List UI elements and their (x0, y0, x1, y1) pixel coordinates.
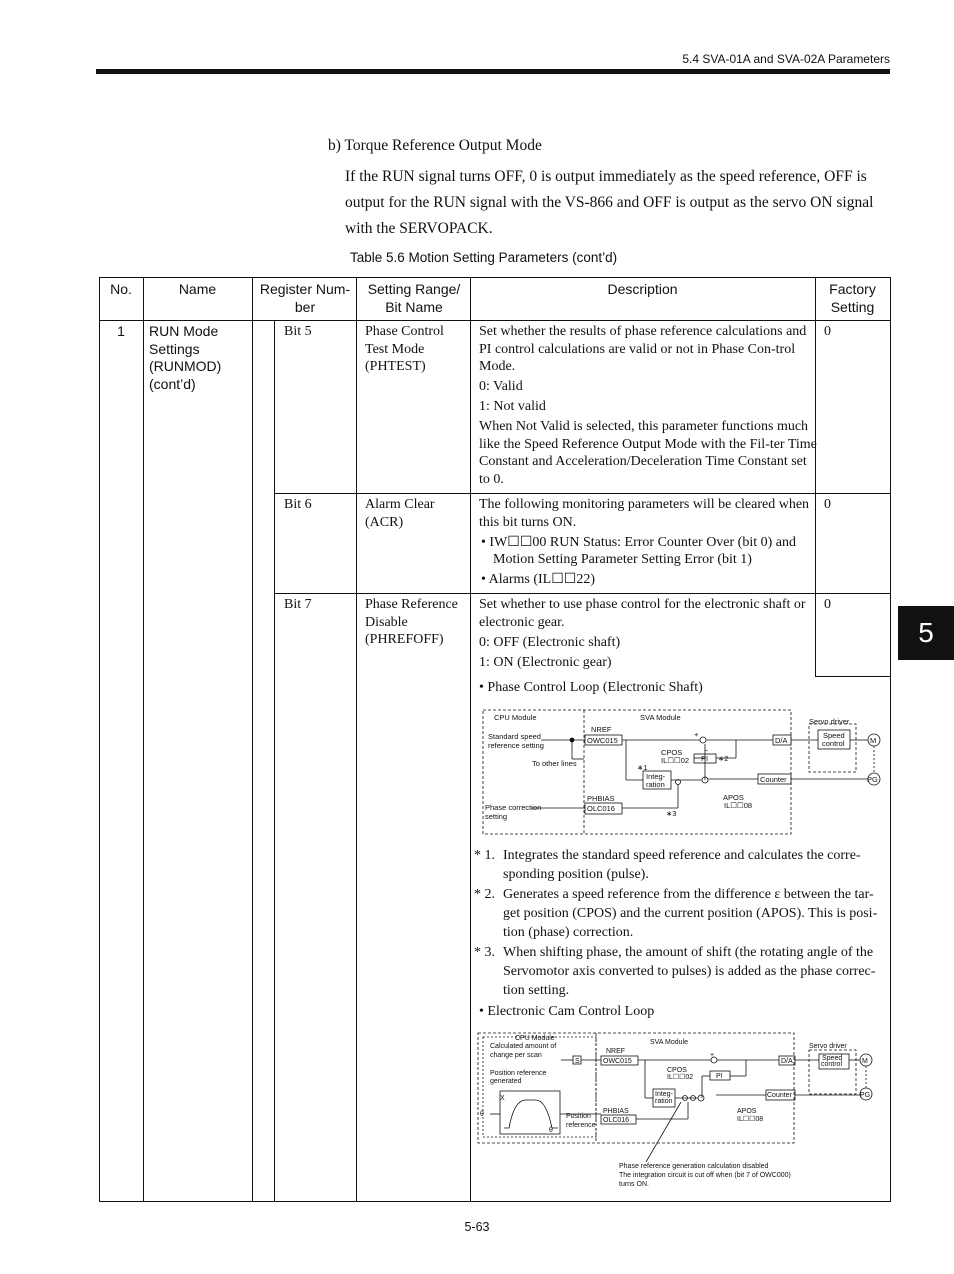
d2-il08: IL☐☐08 (737, 1116, 764, 1123)
row-rule-bit6 (274, 493, 891, 494)
footnote-2 (474, 885, 890, 942)
d2-note1: Phase reference generation calculation disabled (619, 1163, 769, 1170)
table-top-rule (99, 277, 891, 278)
header-no: No. (110, 281, 132, 297)
header-name: Name (178, 281, 217, 297)
desc-text: 1: Not valid (479, 399, 546, 414)
d2-da: D/A (781, 1058, 793, 1065)
footnote-label: * 1. (474, 848, 495, 863)
footnote-text: Integrates the standard speed reference and calculates the corre-sponding position (pulse). (503, 848, 861, 882)
d1-cpos: CPOS (661, 748, 683, 757)
d1-control: control (822, 739, 845, 748)
d2-counter: Counter (767, 1092, 792, 1099)
bit5-label: Bit 5 (284, 324, 312, 339)
d2-il02: IL☐☐02 (667, 1074, 694, 1081)
d2-calc2: change per scan (490, 1052, 542, 1059)
d1-note2: ∗2 (718, 754, 729, 763)
table-header-rule (99, 320, 891, 321)
d2-calc1: Calculated amount of (490, 1043, 557, 1050)
d2-phbias: PHBIAS (603, 1108, 629, 1115)
d1-setting: setting (485, 812, 508, 821)
d1-olc16: OLC016 (587, 804, 615, 813)
d1-phase-corr: Phase correction (485, 803, 542, 812)
header-factory: Factory Setting (829, 281, 876, 315)
d1-pi: PI (701, 754, 709, 763)
footnote-text: Generates a speed reference from the difference ε between the tar-get position (CPOS) and the current position (APOS). This is posi-tion (phase) correction. (503, 887, 878, 940)
d1-il08: IL☐☐08 (724, 801, 753, 810)
d2-cpu-module: CPU Module (515, 1035, 555, 1042)
d1-apos: APOS (723, 793, 744, 802)
bit6-label: Bit 6 (284, 497, 312, 512)
col-rule (890, 277, 891, 1202)
d2-note3: turns ON. (619, 1181, 649, 1188)
d1-nref: NREF (591, 725, 612, 734)
running-header: 5.4 SVA-01A and SVA-02A Parameters (682, 52, 890, 66)
d1-servo-driver: Servo driver (809, 717, 850, 726)
desc-text: Set whether to use phase control for the electronic shaft or electronic gear. (479, 597, 806, 630)
intro-paragraph: If the RUN signal turns OFF, 0 is output immediately as the speed reference, OFF is output for the RUN signal with the VS-866 and OFF is output as the servo ON signal with the SERVOPACK. (345, 168, 874, 237)
d1-std-speed: Standard speed (488, 732, 541, 741)
d2-control: control (821, 1061, 843, 1068)
col-rule (143, 277, 144, 1202)
bit7-setting: Phase Reference Disable (PHREFOFF) (365, 597, 458, 647)
bit6-setting: Alarm Clear (ACR) (365, 497, 435, 530)
d1-minus: − (704, 746, 709, 755)
col-rule (252, 320, 253, 1202)
desc-text: 0: OFF (Electronic shaft) (479, 634, 621, 650)
desc-bullet: • Alarms (IL☐☐22) (481, 572, 595, 587)
desc-text: Set whether the results of phase reference calculations and PI control calculations are valid or not in Phase Con-trol Mode. (479, 324, 807, 374)
bit6-factory: 0 (824, 497, 831, 512)
diagram1-heading: • Phase Control Loop (Electronic Shaft) (479, 680, 703, 695)
col-rule (470, 277, 471, 1202)
table-caption: Table 5.6 Motion Setting Parameters (cont’d) (350, 250, 618, 265)
d2-nref: NREF (606, 1048, 626, 1055)
d2-apos: APOS (737, 1108, 757, 1115)
d2-theta-axis: θ (549, 1127, 553, 1134)
electronic-cam-loop-diagram (476, 1030, 890, 1192)
col-rule (356, 277, 357, 1202)
bit5-factory: 0 (824, 324, 831, 339)
d1-to-other: To other lines (532, 759, 577, 768)
bit6-description (479, 496, 817, 591)
d1-speed: Speed (823, 731, 845, 740)
d2-pi: PI (716, 1073, 723, 1080)
footnote-text: When shifting phase, the amount of shift (the rotating angle of the Servomotor axis converted to pulses) is added as the phase correc-tion setting. (503, 945, 876, 998)
bit5-description (479, 323, 817, 491)
desc-text: 1: ON (Electronic gear) (479, 654, 612, 670)
d2-s: S (575, 1058, 580, 1065)
factory-cell-bottom (815, 676, 891, 677)
header-setting: Setting Range/ Bit Name (367, 281, 461, 315)
bit7-description (479, 596, 817, 674)
d2-posref2: generated (490, 1078, 522, 1085)
header-register: Register Num-ber (259, 281, 351, 315)
d1-ref-setting: reference setting (488, 741, 544, 750)
d2-pg: PG (860, 1092, 871, 1099)
d2-note2: The integration circuit is cut off when (bit 7 of OWC000) (619, 1172, 791, 1179)
bit5-setting: Phase Control Test Mode (PHTEST) (365, 324, 444, 374)
bit7-factory: 0 (824, 597, 831, 612)
d2-posref1: Position reference (490, 1070, 547, 1077)
chapter-tab: 5 (898, 606, 954, 660)
d1-cpu-module: CPU Module (494, 713, 537, 722)
desc-text: 0: Valid (479, 379, 523, 394)
d1-integ: Integ- (646, 772, 666, 781)
d1-ration: ration (646, 780, 665, 789)
header-rule (96, 69, 890, 74)
row-number: 1 (117, 323, 125, 339)
footnote-label: * 2. (474, 887, 495, 902)
d2-position: Position (566, 1113, 591, 1120)
page-number: 5-63 (464, 1220, 490, 1234)
phase-control-loop-diagram (476, 704, 890, 840)
d1-il02: IL☐☐02 (661, 756, 690, 765)
d2-x: X (500, 1095, 505, 1102)
d1-phbias: PHBIAS (587, 794, 615, 803)
d2-integ: Integ- (655, 1091, 673, 1098)
table-bottom-rule (99, 1201, 891, 1202)
diagram2-heading: • Electronic Cam Control Loop (479, 1004, 655, 1019)
d2-olc16: OLC016 (603, 1117, 630, 1124)
footnote-3 (474, 943, 890, 1000)
desc-bullet: • IW☐☐00 RUN Status: Error Counter Over (bit 0) and Motion Setting Parameter Setting Error (bit 1) (481, 534, 796, 567)
d2-sva-module: SVA Module (650, 1039, 689, 1046)
d1-da: D/A (775, 736, 788, 745)
footnote-1 (474, 846, 890, 884)
d1-owc15: OWC015 (587, 736, 618, 745)
d1-sva-module: SVA Module (640, 713, 681, 722)
d1-pg: PG (867, 775, 878, 784)
section-title: b) Torque Reference Output Mode (328, 137, 542, 154)
d1-m: M (870, 736, 877, 745)
d2-speed: Speed (822, 1055, 843, 1062)
d2-theta-in: θ (480, 1111, 484, 1118)
d1-plus: + (694, 730, 699, 739)
header-description: Description (607, 281, 678, 297)
d2-reference: reference (566, 1122, 596, 1129)
footnote-label: * 3. (474, 945, 495, 960)
desc-text: When Not Valid is selected, this parameter functions much like the Speed Reference Output Mode with the Fil-ter Time Constant and Acceleration/Deceleration Time Constant set to 0. (479, 419, 817, 487)
row-name: RUN Mode Settings (RUNMOD) (cont’d) (149, 323, 222, 392)
d2-owc15: OWC015 (603, 1058, 632, 1065)
bit7-label: Bit 7 (284, 597, 312, 612)
d1-note1: ∗1 (637, 763, 648, 772)
d2-plus: + (710, 1052, 715, 1059)
d1-counter: Counter (760, 775, 787, 784)
d2-ration: ration (655, 1098, 673, 1105)
col-rule (274, 320, 275, 1202)
desc-text: The following monitoring parameters will be cleared when this bit turns ON. (479, 497, 810, 530)
d2-servo-driver: Servo driver (809, 1043, 847, 1050)
col-rule (99, 277, 100, 1202)
d2-cpos: CPOS (667, 1067, 687, 1074)
row-rule-bit7 (274, 593, 891, 594)
d2-m: M (862, 1058, 868, 1065)
d1-note3: ∗3 (666, 809, 677, 818)
